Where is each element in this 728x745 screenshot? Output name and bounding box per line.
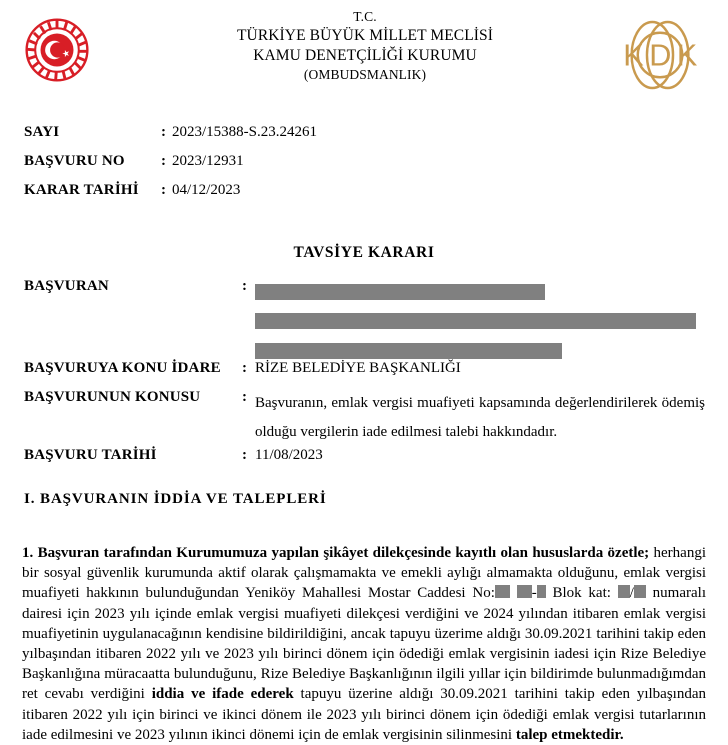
claims-segment-2: - [531,585,537,602]
redaction-bar [255,343,562,359]
claims-segment-1: herhangi bir sosyal güvenlik kurumunda aktif olarak çalışmamakta ve emekli aylığı almamakta olduğunu, emlak vergisi muafiyeti hakkının bulunduğundan Yeniköy Mahallesi Mostar Caddesi No: [22,545,707,602]
claims-segment-4: / [629,585,634,602]
meta-label-karar-tarihi: KARAR TARİHİ [24,182,139,198]
meta-label-idare: BAŞVURUYA KONU İDARE [24,360,221,376]
meta-colon-basvuru-tarihi: : [242,447,247,463]
organisation-title [150,8,580,83]
svg-text:K: K [623,38,644,73]
svg-text:D: D [649,38,672,73]
redaction-inline [618,585,630,598]
meta-colon-basvuru-no: : [161,153,166,169]
meta-row-karar-tarihi [0,182,728,211]
kdk-logo-icon [614,18,706,92]
meta-value-karar-tarihi: 04/12/2023 [172,182,241,198]
meta-label-basvuru-tarihi: BAŞVURU TARİHİ [24,447,157,463]
tbmm-emblem-icon [24,17,90,83]
claims-segment-5: numaralı dairesi için 2023 yılı içinde emlak vergisi muafiyeti dilekçesi verdiğini ve 2024 yılından itibaren emlak vergisi muafiyetinin uygulanacağının kendisine bildirildiğini, ancak tapuyu üzerime aldığı 30.09.2021 tarihini takip eden yılbaşından itibaren 2022 yılı ve 2023 yılı birinci dönem için ödediği emlak vergisinin iadesi için Rize Belediye Başkanlığına müracaatta bulunduğunu, Rize Belediye Başkanlığının ilgili yıllar için bildirimde bulunmadığımdan ret cevabı verdiğini [22,585,706,703]
meta-colon-karar-tarihi: : [161,182,166,198]
redaction-bar [255,284,545,300]
redaction-inline [634,585,646,598]
meta-label-sayi: SAYI [24,124,60,140]
meta-value-konu: Başvuranın, emlak vergisi muafiyeti kapsamında değerlendirilerek ödemiş olduğu vergilerin iade edilmesi talebi hakkındadır. [255,395,705,440]
claims-bold-2: talep etmektedir. [515,726,624,743]
claims-bold-1: iddia ve ifade ederek [151,686,294,703]
org-title-line-4: (OMBUDSMANLIK) [303,66,427,82]
decision-title: TAVSİYE KARARI [293,244,435,261]
meta-value-idare: RİZE BELEDİYE BAŞKANLIĞI [255,360,461,376]
meta-label-konu: BAŞVURUNUN KONUSU [24,389,201,405]
org-title-line-3: KAMU DENETÇİLİĞİ KURUMU [253,46,477,64]
meta-colon-konu: : [242,389,247,405]
org-title-line-2: TÜRKİYE BÜYÜK MİLLET MECLİSİ [236,26,494,44]
meta-value-sayi: 2023/15388-S.23.24261 [172,124,318,140]
claims-lead-bold: 1. Başvuran tarafından Kurumumuza yapılan şikâyet dilekçesinde kayıtlı olan hususlarda özetle; [22,545,650,561]
meta-row-basvuru-tarihi [0,447,728,476]
meta-label-basvuru-no: BAŞVURU NO [24,153,125,169]
meta-row-basvuran [0,278,728,360]
redaction-inline [495,585,510,598]
meta-colon-idare: : [242,360,247,376]
case-meta-bottom [0,278,728,476]
meta-value-basvuran-redacted [255,278,696,359]
meta-label-basvuran: BAŞVURAN [24,278,109,294]
claims-paragraph [22,543,706,745]
meta-colon-sayi: : [161,124,166,140]
meta-value-basvuru-tarihi: 11/08/2023 [255,447,323,463]
meta-value-basvuru-no: 2023/12931 [172,153,244,169]
svg-text:K: K [676,38,698,73]
meta-row-basvuru-no [0,153,728,182]
org-title-line-1: T.C. [353,9,377,24]
meta-row-idare [0,360,728,389]
document-header [0,0,728,112]
meta-row-sayi [0,124,728,153]
redaction-inline [537,585,546,598]
claims-segment-3: Blok kat: [545,585,618,602]
redaction-bar [255,313,696,329]
redaction-inline [517,585,532,598]
meta-colon-basvuran: : [242,278,247,294]
section-heading-claims: I. BAŞVURANIN İDDİA VE TALEPLERİ [24,491,327,507]
meta-row-konu [0,389,728,447]
case-meta-top [0,124,728,211]
claims-segment-6: tapuyu üzerine aldığı 30.09.2021 tarihini takip eden yılbaşından itibaren 2022 yılı için birinci ve ikinci dönem ile 2023 yılı birinci dönem için ödediği emlak vergisi tutarlarının iade edilmesini ve 2023 yılının ikinci dönemi için de emlak vergisinin silinmesini [22,686,706,743]
